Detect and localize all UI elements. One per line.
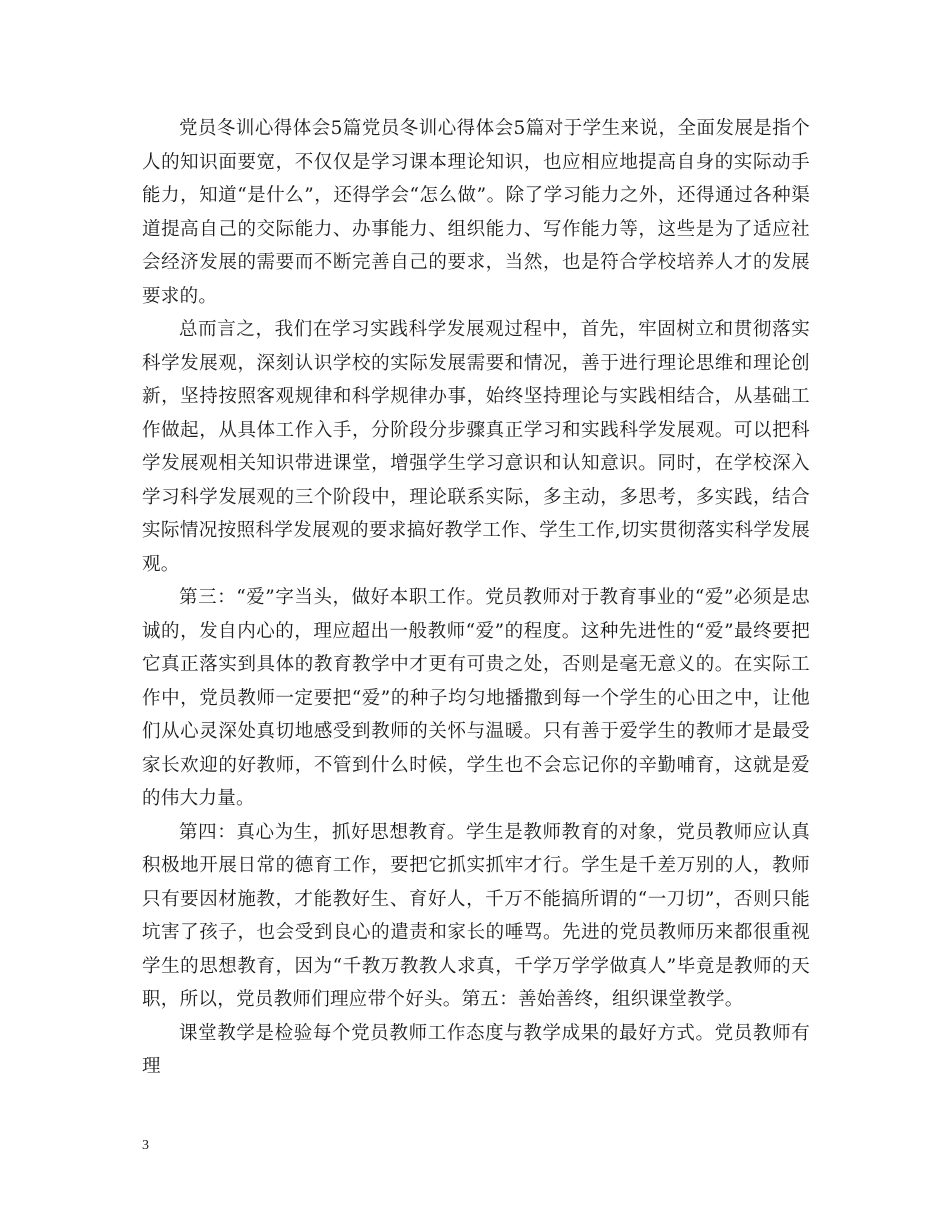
paragraph-2: 总而言之，我们在学习实践科学发展观过程中，首先，牢固树立和贯彻落实科学发展观，深刻认识学校的实际发展需要和情况，善于进行理论思维和理论创新，坚持按照客观规律和科学规律办事，始终坚持理论与实践相结合，从基础工作做起，从具体工作入手，分阶段分步骤真正学习和实践科学发展观。可以把科学发展观相关知识带进课堂，增强学生学习意识和认知意识。同时，在学校深入学习科学发展观的三个阶段中，理论联系实际，多主动，多思考，多实践，结合实际情况按照科学发展观的要求搞好教学工作、学生工作,切实贯彻落实科学发展观。 bbox=[142, 319, 810, 575]
document-body bbox=[142, 112, 810, 1084]
paragraph-1: 党员冬训心得体会5篇党员冬训心得体会5篇对于学生来说，全面发展是指个人的知识面要宽，不仅仅是学习课本理论知识，也应相应地提高自身的实际动手能力，知道“是什么”，还得学会“怎么做”。除了学习能力之外，还得通过各种渠道提高自己的交际能力、办事能力、组织能力、写作能力等，这些是为了适应社会经济发展的需要而不断完善自己的要求，当然，也是符合学校培养人才的发展要求的。 bbox=[142, 118, 810, 307]
page-number: 3 bbox=[142, 1138, 149, 1153]
paragraph-4: 第四：真心为生，抓好思想教育。学生是教师教育的对象，党员教师应认真积极地开展日常的德育工作，要把它抓实抓牢才行。学生是千差万别的人，教师只有要因材施教，才能教好生、育好人，千万不能搞所谓的“一刀切”，否则只能坑害了孩子，也会受到良心的遣责和家长的唾骂。先进的党员教师历来都很重视学生的思想教育，因为“千教万教教人求真，千学万学学做真人”毕竟是教师的天职，所以，党员教师们理应带个好头。第五：善始善终，组织课堂教学。 bbox=[142, 821, 810, 1010]
paragraph-5: 课堂教学是检验每个党员教师工作态度与教学成果的最好方式。党员教师有理 bbox=[142, 1022, 810, 1077]
paragraph-3: 第三：“爱”字当头，做好本职工作。党员教师对于教育事业的“爱”必须是忠诚的，发自内心的，理应超出一般教师“爱”的程度。这种先进性的“爱”最终要把它真正落实到具体的教育教学中才更有可贵之处，否则是毫无意义的。在实际工作中，党员教师一定要把“爱”的种子均匀地播撒到每一个学生的心田之中，让他们从心灵深处真切地感受到教师的关怀与温暖。只有善于爱学生的教师才是最受家长欢迎的好教师，不管到什么时候，学生也不会忘记你的辛勤哺育，这就是爱的伟大力量。 bbox=[142, 587, 810, 809]
